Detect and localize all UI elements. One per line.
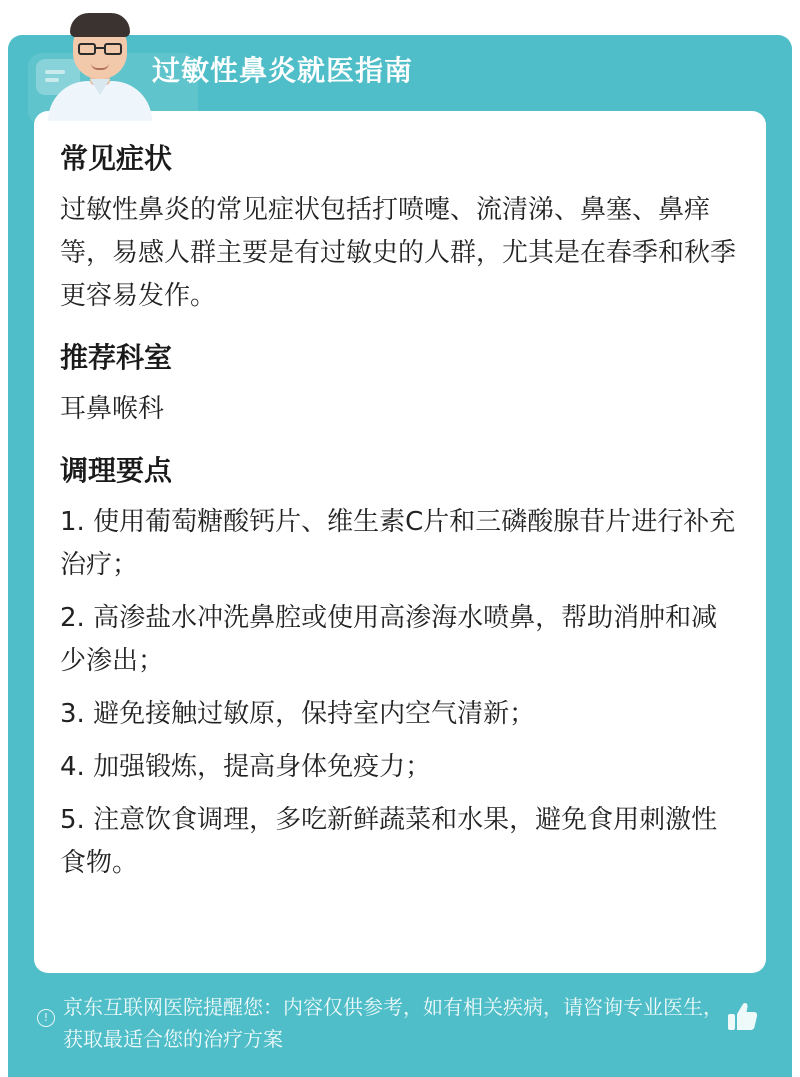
- glasses-icon: [78, 43, 122, 55]
- department-text: 耳鼻喉科: [60, 394, 165, 424]
- disclaimer-text: 京东互联网医院提醒您：内容仅供参考，如有相关疾病，请咨询专业医生，获取最适合您的治疗方案: [63, 995, 723, 1051]
- footer: [8, 987, 792, 1077]
- department-heading: 推荐科室: [60, 341, 173, 374]
- content-card: [34, 111, 766, 973]
- care-tip-item: 2. 高渗盐水冲洗鼻腔或使用高渗海水喷鼻，帮助消肿和减少渗出；: [60, 603, 718, 676]
- page-title: 过敏性鼻炎就医指南: [152, 54, 414, 87]
- symptoms-text: 过敏性鼻炎的常见症状包括打喷嚏、流清涕、鼻塞、鼻痒等，易感人群主要是有过敏史的人群，尤其是在春季和秋季更容易发作。: [60, 195, 737, 311]
- care-heading: 调理要点: [60, 454, 173, 487]
- care-tip-item: 4. 加强锻炼，提高身体免疫力；: [60, 752, 432, 782]
- thumbs-up-icon[interactable]: [724, 999, 760, 1035]
- care-tips-list: [60, 501, 740, 885]
- doctor-avatar: [40, 5, 160, 115]
- info-circle-icon: !: [37, 1009, 55, 1027]
- symptoms-heading: 常见症状: [60, 142, 173, 175]
- care-tip-item: 3. 避免接触过敏原，保持室内空气清新；: [60, 699, 536, 729]
- care-tip-item: 5. 注意饮食调理，多吃新鲜蔬菜和水果，避免食用刺激性食物。: [60, 805, 718, 878]
- avatar-hair: [70, 13, 130, 37]
- guide-frame: [8, 35, 792, 1077]
- care-tip-item: 1. 使用葡萄糖酸钙片、维生素C片和三磷酸腺苷片进行补充治疗；: [60, 507, 736, 580]
